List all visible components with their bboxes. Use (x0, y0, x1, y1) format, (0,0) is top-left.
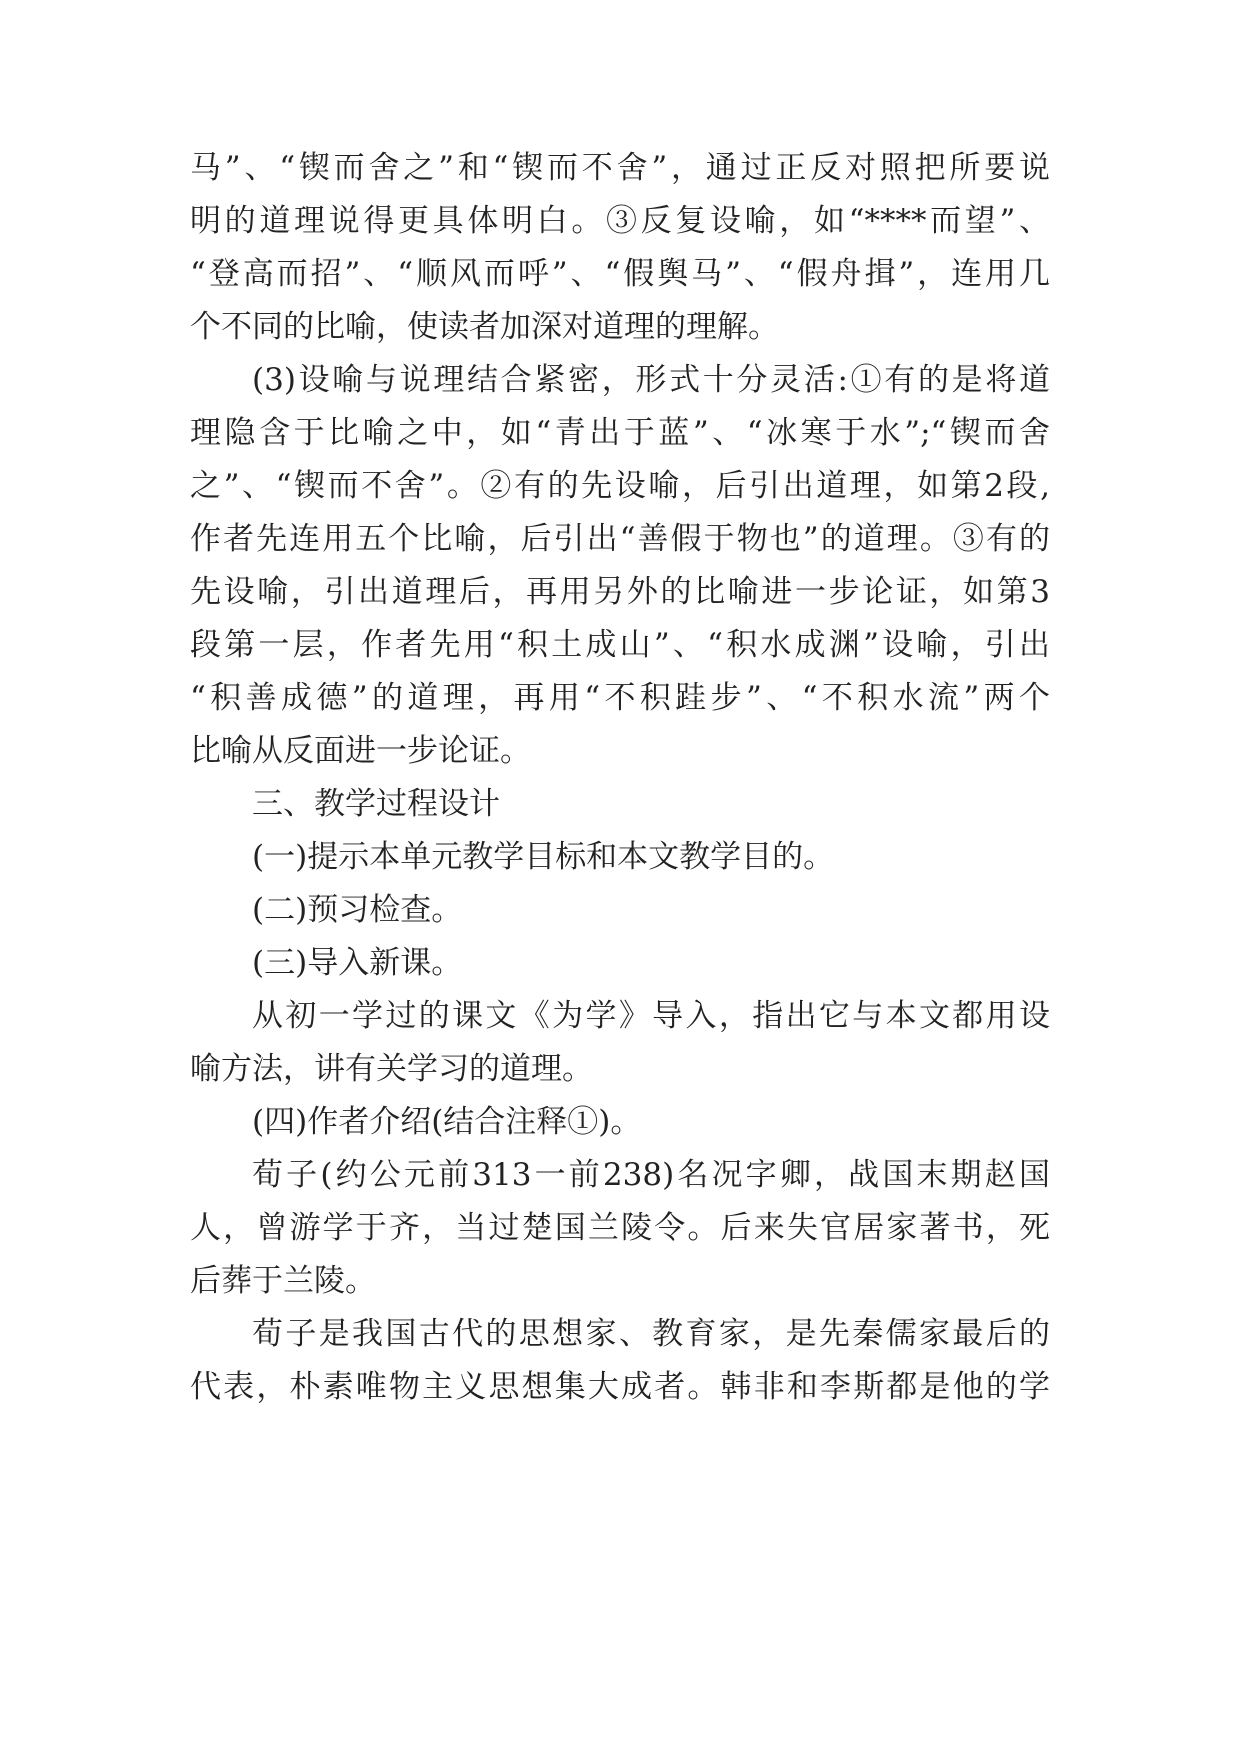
paragraph-line: 比喻从反面进一步论证。 (190, 733, 531, 769)
paragraph-line: 从初一学过的课文《为学》导入，指出它与本文都用设 (252, 998, 1050, 1034)
paragraph-line: 段第一层，作者先用“积土成山”、“积水成渊”设喻，引出 (190, 627, 1050, 663)
paragraph-line: 理隐含于比喻之中，如“青出于蓝”、“冰寒于水”;“锲而舍 (190, 415, 1050, 451)
paragraph-line: 代表，朴素唯物主义思想集大成者。韩非和李斯都是他的学 (190, 1369, 1050, 1405)
subsection-heading: (一)提示本单元教学目标和本文教学目的。 (252, 839, 835, 875)
paragraph-line: (3)设喻与说理结合紧密，形式十分灵活:①有的是将道 (252, 362, 1050, 398)
paragraph-line: “登高而招”、“顺风而呼”、“假舆马”、“假舟揖”，连用几 (190, 256, 1050, 292)
paragraph-line: 后葬于兰陵。 (190, 1263, 376, 1299)
paragraph-line: 荀子(约公元前313一前238)名况字卿，战国末期赵国 (252, 1157, 1050, 1193)
subsection-heading: (二)预习检查。 (252, 892, 463, 928)
paragraph-line: 个不同的比喻，使读者加深对道理的理解。 (190, 309, 779, 345)
paragraph-line: 荀子是我国古代的思想家、教育家，是先秦儒家最后的 (252, 1316, 1050, 1352)
paragraph-line: 明的道理说得更具体明白。③反复设喻，如“****而望”、 (190, 203, 1050, 239)
paragraph-line: “积善成德”的道理，再用“不积跬步”、“不积水流”两个 (190, 680, 1050, 716)
paragraph-line: 之”、“锲而不舍”。②有的先设喻，后引出道理，如第2段, (190, 468, 1050, 504)
subsection-heading: (四)作者介绍(结合注释①)。 (252, 1104, 642, 1140)
section-heading: 三、教学过程设计 (252, 786, 500, 822)
subsection-heading: (三)导入新课。 (252, 945, 463, 981)
paragraph-line: 作者先连用五个比喻，后引出“善假于物也”的道理。③有的 (190, 521, 1050, 557)
paragraph-line: 人，曾游学于齐，当过楚国兰陵令。后来失官居家著书，死 (190, 1210, 1050, 1246)
paragraph-line: 马”、“锲而舍之”和“锲而不舍”，通过正反对照把所要说 (190, 150, 1050, 186)
paragraph-line: 喻方法，讲有关学习的道理。 (190, 1051, 593, 1087)
paragraph-line: 先设喻，引出道理后，再用另外的比喻进一步论证，如第3 (190, 574, 1050, 610)
